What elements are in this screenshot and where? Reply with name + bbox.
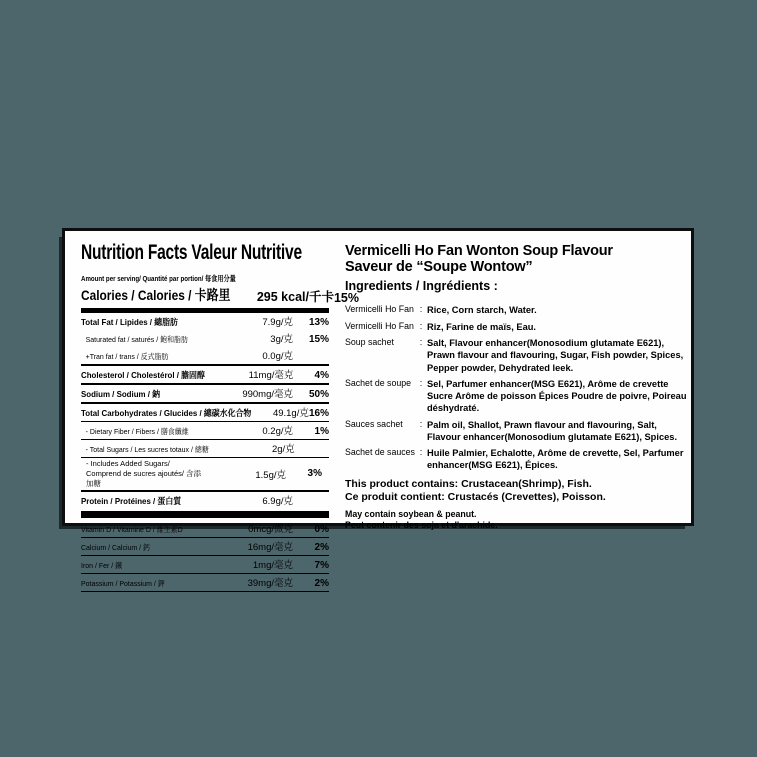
- serving-header: Amount per serving/ Quantité par portion/ 每食用分量: [81, 274, 236, 283]
- nutrient-label: Protein / Protéines / 蛋白質: [81, 496, 182, 507]
- nutrient-row-vitamin-d: [81, 520, 329, 537]
- nutrient-daily-value: 15%: [308, 334, 329, 345]
- nutrient-daily-value: 3%: [307, 468, 322, 480]
- nutrient-label: Iron / Fer / 鐵: [81, 561, 123, 571]
- ingredient-colon: :: [419, 337, 423, 347]
- nutrient-daily-value: 0%: [314, 524, 329, 536]
- nutrition-label-card: [62, 228, 694, 590]
- ingredient-colon: :: [419, 320, 423, 331]
- nutrient-row-protein: [81, 490, 329, 509]
- nutrient-value: 1mg/毫克: [252, 560, 293, 572]
- ingredient-entry-soup-sachet-en: [345, 337, 687, 374]
- ingredient-entry-sauces-sachet-en: [345, 419, 687, 444]
- nutrient-daily-value: 2%: [314, 578, 329, 590]
- nutrient-row-saturated-fat: [81, 330, 329, 347]
- calories-label: Calories / Calories / 卡路里: [81, 287, 231, 303]
- nutrient-row-calcium: [81, 537, 329, 555]
- thick-divider-bar: [81, 511, 329, 518]
- ingredient-label: Sauces sachet: [345, 418, 403, 429]
- nutrient-value: 7.9g/克: [262, 317, 293, 328]
- nutrient-label: +Tran fat / trans / 反式脂肪: [85, 352, 169, 361]
- ingredient-colon: :: [419, 377, 423, 388]
- nutrient-label: - Dietary Fiber / Fibers / 膳食纖維: [85, 427, 189, 436]
- allergen-may-contain-en: May contain soybean & peanut.: [345, 508, 477, 519]
- ingredient-text: Rice, Corn starch, Water.: [427, 305, 537, 316]
- ingredient-colon: :: [419, 447, 423, 458]
- nutrient-value: 49.1g/克: [272, 408, 309, 419]
- nutrient-label: Cholesterol / Cholestérol / 膽固醇: [81, 370, 205, 380]
- nutrient-daily-value: 13%: [308, 317, 329, 328]
- ingredient-colon: :: [419, 418, 423, 429]
- ingredient-text: Palm oil, Shallot, Prawn flavour and flavouring, Salt, Flavour enhancer(Monosodium glutamate E621), Spices.: [427, 419, 678, 442]
- nutrient-label: Potassium / Potassium / 鉀: [81, 579, 165, 589]
- ingredient-entries: [345, 304, 687, 471]
- nutrient-daily-value: 16%: [308, 408, 329, 419]
- nutrient-value: 990mg/毫克: [242, 389, 293, 400]
- nutrient-row-total-fat: [81, 313, 329, 330]
- ingredient-entry-sauces-sachet-fr: [345, 447, 687, 472]
- nutrient-label: - Includes Added Sugars/ Comprend de sucres ajoutés/ 含添加糖: [86, 459, 202, 488]
- nutrient-value: 1.5g/克: [255, 469, 286, 481]
- nutrient-row-trans-fat: [81, 347, 329, 364]
- ingredient-label: Sachet de sauces: [345, 447, 415, 458]
- ingredient-text: Huile Palmier, Echalotte, Arôme de crevette, Sel, Parfumer enhancer(MSG E621), Épices.: [427, 448, 684, 471]
- ingredients-panel: [345, 243, 687, 532]
- nutrient-value: 0.2g/克: [262, 426, 293, 437]
- ingredient-label: Soup sachet: [345, 337, 394, 347]
- nutrient-row-iron: [81, 555, 329, 573]
- nutrient-value: 2g/克: [271, 444, 295, 455]
- nutrient-value: 11mg/毫克: [248, 370, 294, 381]
- nutrient-label: Total Carbohydrates / Glucides / 總碳水化合物: [81, 408, 252, 418]
- ingredient-text: Sel, Parfumer enhancer(MSG E621), Arôme de crevette Sucre Arôme de poisson Épices Poudre de poivre, Poireau déshydraté.: [427, 378, 687, 414]
- nutrient-row-added-sugars: [81, 457, 329, 490]
- nutrient-row-carbohydrates: [81, 402, 329, 421]
- nutrient-row-total-sugars: [81, 439, 329, 457]
- ingredient-entry-soup-sachet-fr: [345, 378, 687, 415]
- nutrition-facts-panel: [81, 241, 360, 592]
- nutrient-value: 3g/克: [270, 334, 293, 345]
- nutrient-daily-value: 4%: [314, 370, 329, 381]
- product-title-fr: Saveur de “Soupe Wontow”: [345, 259, 533, 276]
- nutrient-daily-value: 1%: [314, 426, 329, 437]
- nutrient-row-cholesterol: [81, 364, 329, 383]
- allergen-contains-fr: Ce produit contient: Crustacés (Crevettes), Poisson.: [345, 490, 606, 503]
- ingredient-entry-vermicelli-en: [345, 304, 687, 316]
- calories-value: 295 kcal/千卡: [256, 290, 334, 304]
- ingredient-text: Riz, Farine de maïs, Eau.: [427, 321, 537, 332]
- product-title-en: Vermicelli Ho Fan Wonton Soup Flavour: [345, 243, 613, 259]
- allergen-contains: [345, 478, 687, 504]
- nutrient-value: 0mcg/微克: [248, 524, 293, 536]
- allergen-may-contain: [345, 509, 687, 532]
- nutrient-label: Sodium / Sodium / 鈉: [81, 389, 161, 399]
- ingredient-label: Vermicelli Ho Fan: [345, 320, 414, 331]
- nutrition-facts-title: Nutrition Facts Valeur Nutritive: [81, 241, 302, 264]
- nutrient-daily-value: 2%: [314, 542, 329, 554]
- ingredient-label: Sachet de soupe: [345, 377, 412, 388]
- nutrient-value: 39mg/毫克: [247, 578, 293, 590]
- ingredient-text: Salt, Flavour enhancer(Monosodium glutamate E621), Prawn flavour and flavouring, Sugar, Fish powder, Spices, Pepper powder, Dehydrated leek.: [427, 338, 684, 373]
- nutrient-row-dietary-fiber: [81, 421, 329, 439]
- nutrient-value: 0.0g/克: [262, 351, 293, 362]
- calories-daily-value: 15%: [333, 291, 360, 305]
- nutrient-label: Vitamin D / Vitamine D / 維生素D: [81, 525, 183, 535]
- nutrient-row-potassium: [81, 573, 329, 592]
- nutrient-value: 16mg/毫克: [247, 542, 293, 554]
- nutrient-label: Calcium / Calcium / 鈣: [81, 543, 150, 553]
- nutrient-label: Total Fat / Lipides / 總脂肪: [81, 317, 178, 327]
- ingredient-entry-vermicelli-fr: [345, 321, 687, 333]
- ingredient-colon: :: [419, 304, 423, 315]
- calories-row: [81, 285, 360, 305]
- allergen-contains-en: This product contains: Crustacean(Shrimp), Fish.: [345, 477, 592, 490]
- nutrient-label: Saturated fat / saturés / 飽和脂肪: [85, 335, 188, 344]
- ingredients-header: Ingredients / Ingrédients :: [345, 279, 498, 294]
- nutrient-daily-value: 50%: [308, 389, 329, 400]
- nutrient-row-sodium: [81, 383, 329, 402]
- ingredient-label: Vermicelli Ho Fan: [345, 304, 414, 315]
- nutrient-daily-value: 7%: [314, 560, 329, 572]
- nutrient-label: - Total Sugars / Les sucres totaux / 總糖: [85, 445, 209, 454]
- nutrient-value: 6.9g/克: [262, 496, 293, 508]
- allergen-may-contain-fr: Peut contenir des soja et d'arachide.: [345, 520, 498, 531]
